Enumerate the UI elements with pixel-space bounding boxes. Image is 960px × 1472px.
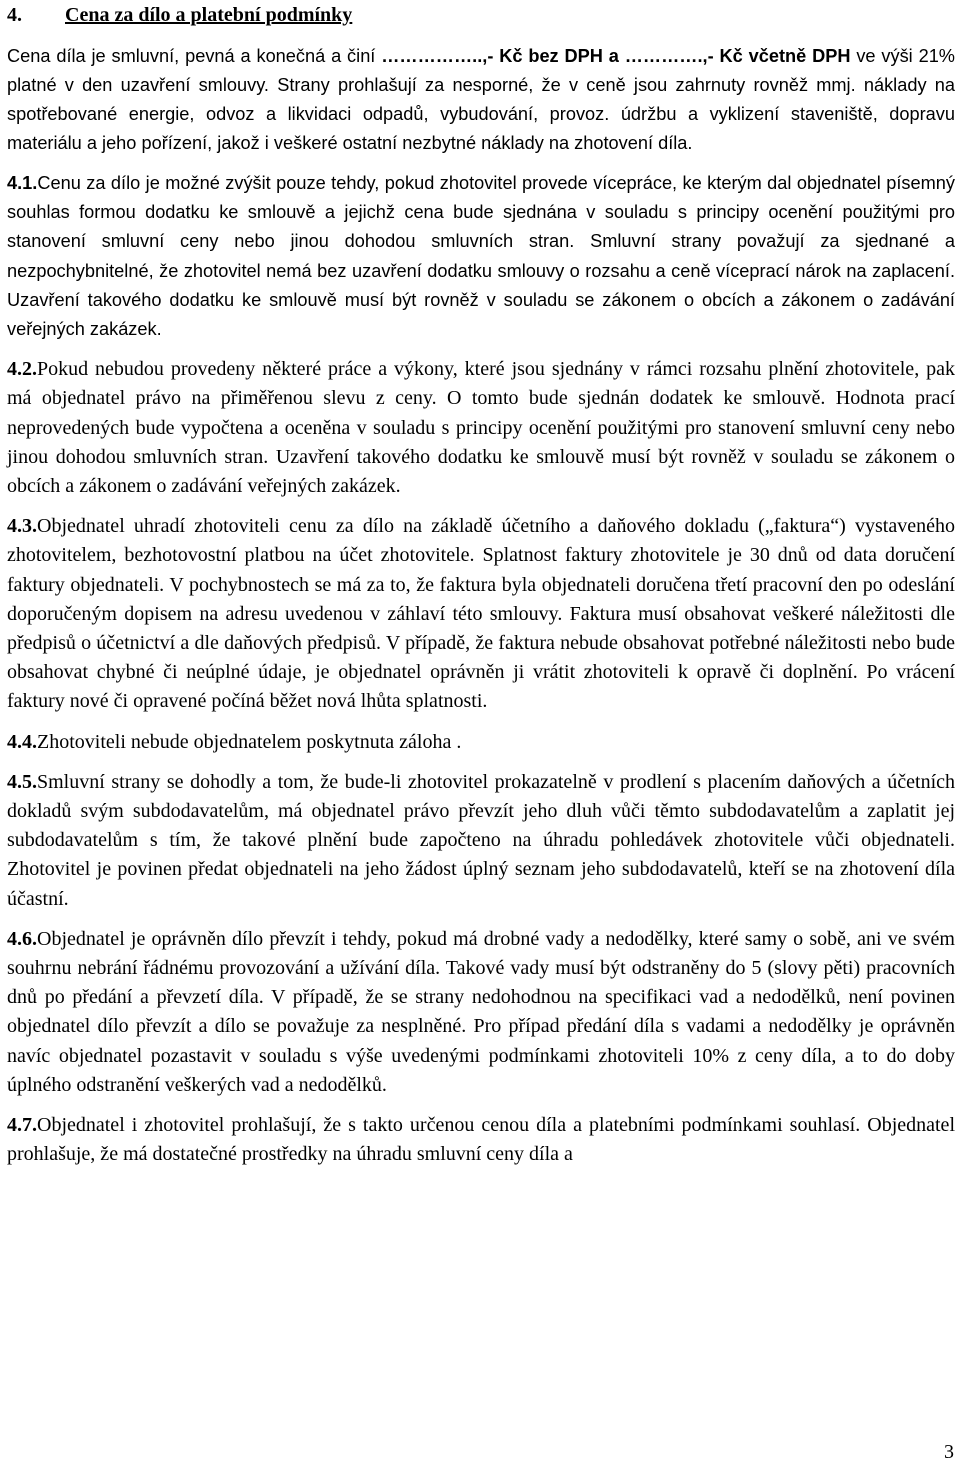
clause-number: 4.5. [7,770,37,793]
price-text-rest: ve výši 21% platné v den uzavření smlouvy. Strany prohlašují za nesporné, že v ceně jsou zahrnuty rovněž mmj. náklady na spotřebované energie, odvoz a likvidaci odpadů, vybudování, provoz. údržbu a vyklizení staveniště, dopravu materiálu a jeho pořízení, jakož i veškeré ostatní nezbytné náklady na zhotovení díla. [7,46,955,153]
price-text-start: Cena díla je smluvní, pevná a konečná a činí [7,46,382,66]
clause-text: Objednatel je oprávněn dílo převzít i tehdy, pokud má drobné vady a nedodělky, které samy o sobě, ani ve svém souhrnu nebrání řádnému provozování a užívání díla. Takové vady musí být odstraněny do 5 (slovy pěti) pracovních dnů po předání a převzetí díla. V případě, že se strany nedohodnou na specifikaci vad a nedodělků, není povinen objednatel dílo převzít a dílo se považuje za nesplněné. Pro případ předání díla s vadami a nedodělky je oprávněn navíc objednatel pozastavit v souladu s výše uvedenými podmínkami zhotoviteli 10% z ceny díla, a to do doby úplného odstranění veškerých vad a nedodělků. [7,927,955,1096]
document-page [7,0,955,1170]
clause-number: 4.7. [7,1114,37,1137]
clause-number: 4.4. [7,730,37,753]
clause-text: Pokud nebudou provedeny některé práce a výkony, které jsou sjednány v rámci rozsahu plnění zhotovitele, pak má objednatel právo na přiměřenou slevu z ceny. O tomto bude sjednán dodatek ke smlouvě. Hodnota prací neprovedených bude vypočtena a oceněna v souladu s principy ocenění použitými pro stanovení smluvní ceny nebo jinou dohodou smluvních stran. Uzavření takového dodatku ke smlouvě musí být rovněž v souladu se zákonem o obcích a zákonem o zadávání veřejných zakázek. [7,358,955,498]
clause-text: Zhotoviteli nebude objednatelem poskytnuta záloha . [37,730,462,753]
clause-text: Smluvní strany se dohodly a tom, že bude-li zhotovitel prokazatelně v prodlení s placením daňových a účetních dokladů svým subdodavatelům, má objednatel právo převzít jeho dluh vůči těmto subdodavatelům a zaplatit jej subdodavatelům s tím, že takové plnění bude započteno na úhradu pohledávek zhotovitele vůči objednateli. Zhotovitel je povinen předat objednateli na jeho žádost úplný seznam jeho subdodavatelů, kteří se na zhotovení díla účastní. [7,770,955,910]
section-heading [7,2,955,28]
clause-text: Cenu za dílo je možné zvýšit pouze tehdy, pokud zhotovitel provede vícepráce, ke kterým dal objednatel písemný souhlas formou dodatku ke smlouvě a jejichž cena bude sjednána v souladu s principy ocenění použitými pro stanovení smluvní ceny nebo jinou dohodou smluvních stran. Smluvní strany považují za sjednané a nezpochybnitelné, že zhotovitel nemá bez uzavření dodatku smlouvy o rozsahu a ceně víceprací nárok na zaplacení. Uzavření takového dodatku ke smlouvě musí být rovněž v souladu se zákonem o obcích a zákonem o zadávání veřejných zakázek. [7,173,955,340]
clause-4-1 [7,169,955,344]
page-number: 3 [944,1441,954,1463]
clause-4-6 [7,925,955,1100]
price-paragraph [7,42,955,158]
section-number: 4. [7,4,22,26]
clause-number: 4.2. [7,358,37,381]
clause-4-5 [7,768,955,914]
section-title: Cena za dílo a platební podmínky [65,4,353,26]
clause-text: Objednatel uhradí zhotoviteli cenu za dílo na základě účetního a daňového dokladu („faktura“) vystaveného zhotovitelem, bezhotovostní platbou na účet zhotovitele. Splatnost faktury zhotovitele je 30 dnů od data doručení faktury objednateli. V pochybnostech se má za to, že faktura byla objednateli doručena třetí pracovní den po odeslání doporučeným dopisem na adresu uvedenou v záhlaví této smlouvy. Faktura musí obsahovat veškeré náležitosti dle předpisů o účetnictví a dle daňových předpisů. V případě, že faktura nebude obsahovat potřebné náležitosti nebo bude obsahovat chybné či neúplné údaje, je objednatel oprávněn ji vrátit zhotoviteli k opravě či doplnění. Po vrácení faktury nové či opravené počíná běžet nová lhůta splatnosti. [7,515,955,713]
clause-text: Objednatel i zhotovitel prohlašují, že s takto určenou cenou díla a platebními podmínkami souhlasí. Objednatel prohlašuje, že má dostatečné prostředky na úhradu smluvní ceny díla a [7,1114,955,1166]
clause-4-4 [7,728,955,757]
clause-number: 4.6. [7,927,37,950]
clause-4-2 [7,355,955,501]
clause-number: 4.3. [7,515,37,538]
clause-number: 4.1. [7,173,38,193]
clause-4-3 [7,512,955,716]
price-amount: ……………..,- Kč bez DPH a ………….,- Kč včetně DPH [381,46,851,66]
clause-4-7 [7,1111,955,1169]
